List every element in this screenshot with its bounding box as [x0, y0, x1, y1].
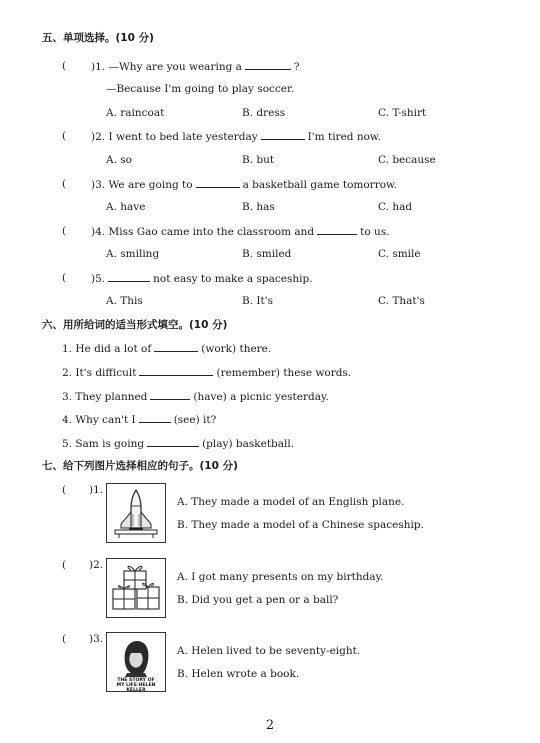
fill-item-4-text-b: (see) it? — [173, 414, 217, 426]
q5-number: )5. — [91, 273, 106, 285]
q4-text-b: to us. — [360, 226, 390, 238]
q2-question — [91, 129, 381, 144]
q1-text-b: ? — [293, 61, 300, 73]
q1-line2: —Because I'm going to play soccer. — [106, 83, 295, 95]
q1-option-a[interactable]: A. raincoat — [106, 107, 165, 119]
q4-option-a[interactable]: A. smiling — [106, 248, 160, 260]
q3-bracket: ( — [62, 178, 67, 190]
q5-text-b: not easy to make a spaceship. — [153, 273, 313, 285]
pic-item-1-bracket: ( — [62, 484, 67, 496]
book-cover-icon — [106, 632, 166, 692]
q1-option-b[interactable]: B. dress — [242, 107, 286, 119]
q1-blank[interactable] — [245, 59, 291, 70]
section5-heading: 五、单项选择。(10 分) — [42, 32, 154, 44]
q4-blank[interactable] — [317, 224, 357, 235]
q2-bracket: ( — [62, 130, 67, 142]
q4-option-c[interactable]: C. smile — [378, 248, 421, 260]
pic-item-2-bracket: ( — [62, 559, 67, 571]
q2-option-b[interactable]: B. but — [242, 154, 275, 166]
pic-item-2-option-a[interactable]: A. I got many presents on my birthday. — [177, 571, 384, 583]
fill-item-1-blank[interactable] — [154, 341, 198, 352]
fill-item-4-text-a: 4. Why can't I — [62, 414, 136, 426]
q3-number: )3. — [91, 179, 106, 191]
q4-number: )4. — [91, 226, 106, 238]
q4-option-b[interactable]: B. smiled — [242, 248, 292, 260]
pic-item-3-bracket: ( — [62, 633, 67, 645]
fill-item-3-text-a: 3. They planned — [62, 391, 148, 403]
fill-item-5-text-a: 5. Sam is going — [62, 438, 145, 450]
q4-question — [91, 224, 390, 239]
q1-option-c[interactable]: C. T-shirt — [378, 107, 427, 119]
q3-question — [91, 177, 397, 192]
pic-item-1-option-b[interactable]: B. They made a model of a Chinese spaceship. — [177, 519, 424, 531]
book-title-line-2: MY LIFE HELEN — [116, 683, 156, 688]
q3-option-a[interactable]: A. have — [106, 201, 146, 213]
q4-bracket: ( — [62, 225, 67, 237]
q5-option-a[interactable]: A. This — [106, 295, 143, 307]
pic-item-1-number: )1. — [89, 484, 104, 496]
fill-item-2-text-a: 2. It's difficult — [62, 367, 137, 379]
fill-item-5-blank[interactable] — [147, 436, 199, 447]
fill-item-3 — [62, 389, 329, 404]
spaceship-model-icon — [106, 483, 166, 543]
book-title-line-3: KELLER — [126, 688, 146, 693]
section7-heading: 七、给下列图片选择相应的句子。(10 分) — [42, 460, 238, 472]
pic-item-2-number: )2. — [89, 559, 104, 571]
q5-bracket: ( — [62, 272, 67, 284]
fill-item-2-blank[interactable] — [139, 365, 213, 376]
q3-text-a: We are going to — [108, 179, 193, 191]
book-title-line-1: THE STORY OF — [117, 678, 155, 683]
pic-item-3-option-a[interactable]: A. Helen lived to be seventy-eight. — [177, 645, 361, 657]
section6-heading: 六、用所给词的适当形式填空。(10 分) — [42, 319, 228, 331]
fill-item-5-text-b: (play) basketball. — [202, 438, 295, 450]
q5-option-c[interactable]: C. That's — [378, 295, 425, 307]
q1-number: )1. — [91, 61, 106, 73]
q2-text-b: I'm tired now. — [307, 131, 382, 143]
q3-text-b: a basketball game tomorrow. — [242, 179, 398, 191]
q5-question — [91, 271, 313, 286]
fill-item-4 — [62, 412, 216, 427]
q2-number: )2. — [91, 131, 106, 143]
pic-item-1-option-a[interactable]: A. They made a model of an English plane. — [177, 496, 405, 508]
q2-option-a[interactable]: A. so — [106, 154, 132, 166]
q4-text-a: Miss Gao came into the classroom and — [108, 226, 315, 238]
q3-option-c[interactable]: C. had — [378, 201, 413, 213]
gift-boxes-icon — [106, 558, 166, 618]
q5-option-b[interactable]: B. It's — [242, 295, 274, 307]
q5-blank[interactable] — [108, 271, 150, 282]
fill-item-3-blank[interactable] — [150, 389, 190, 400]
fill-item-4-blank[interactable] — [139, 412, 171, 423]
fill-item-5 — [62, 436, 294, 451]
fill-item-2 — [62, 365, 351, 380]
q3-option-b[interactable]: B. has — [242, 201, 275, 213]
page-number: 2 — [265, 718, 275, 733]
q1-question — [91, 59, 300, 74]
pic-item-2-option-b[interactable]: B. Did you get a pen or a ball? — [177, 594, 339, 606]
fill-item-1-text-a: 1. He did a lot of — [62, 343, 152, 355]
pic-item-3-option-b[interactable]: B. Helen wrote a book. — [177, 668, 300, 680]
q2-option-c[interactable]: C. because — [378, 154, 436, 166]
q2-text-a: I went to bed late yesterday — [108, 131, 258, 143]
q1-bracket: ( — [62, 60, 67, 72]
fill-item-1-text-b: (work) there. — [201, 343, 272, 355]
pic-item-3-number: )3. — [89, 633, 104, 645]
fill-item-3-text-b: (have) a picnic yesterday. — [193, 391, 329, 403]
q3-blank[interactable] — [196, 177, 240, 188]
q1-text-a: —Why are you wearing a — [108, 61, 242, 73]
fill-item-1 — [62, 341, 271, 356]
q2-blank[interactable] — [261, 129, 305, 140]
fill-item-2-text-b: (remember) these words. — [216, 367, 352, 379]
